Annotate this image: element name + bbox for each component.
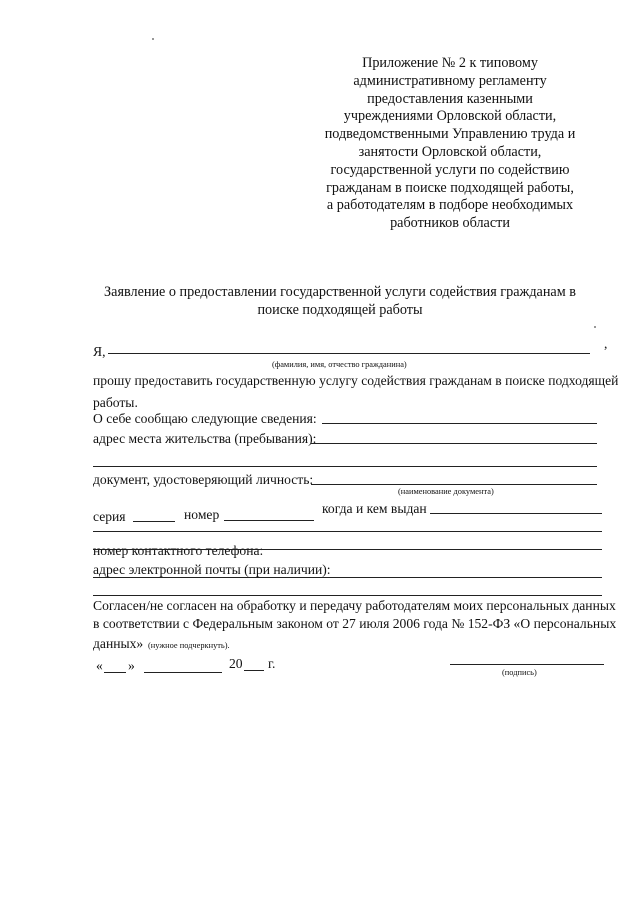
phone-input-line[interactable] <box>93 549 602 550</box>
request-text: работы. <box>93 395 138 410</box>
appendix-line: работников области <box>390 215 510 232</box>
comma-mark: , <box>604 336 608 351</box>
email-input-line[interactable] <box>93 577 602 578</box>
about-input-line[interactable] <box>322 423 597 424</box>
appendix-line: а работодателям в подборе необходимых <box>326 197 574 214</box>
form-title-line: Заявление о предоставлении государственной услуги содействия гражданам в <box>104 284 576 300</box>
address-input-line-2[interactable] <box>93 466 597 467</box>
appendix-header <box>300 55 600 233</box>
consent-text: данных» <box>93 636 144 651</box>
date-quote-close: » <box>128 658 135 673</box>
appendix-line: подведомственными Управлению труда и <box>324 126 576 143</box>
number-input-line[interactable] <box>224 520 314 521</box>
form-title <box>60 283 620 319</box>
year-input-line[interactable] <box>244 670 264 671</box>
date-quote-open: « <box>96 658 103 673</box>
form-title-line: поиске подходящей работы <box>257 302 423 318</box>
document-label: документ, удостоверяющий личность: <box>93 472 314 487</box>
appendix-line: административному регламенту <box>353 72 547 89</box>
about-label: О себе сообщаю следующие сведения: <box>93 411 317 426</box>
extra-input-line[interactable] <box>93 595 602 596</box>
day-input-line[interactable] <box>104 672 126 673</box>
signature-hint: (подпись) <box>502 668 537 677</box>
appendix-line: учреждениями Орловской области, <box>343 108 557 125</box>
fio-input-line[interactable] <box>108 353 590 354</box>
year-prefix: 20 <box>229 656 243 671</box>
address-input-line[interactable] <box>311 443 597 444</box>
consent-text: в соответствии с Федеральным законом от 27 июля 2006 года № 152-ФЗ «О персональных <box>93 616 617 631</box>
number-label: номер <box>184 507 220 522</box>
appendix-line: Приложение № 2 к типовому <box>362 55 538 71</box>
signature-input-line[interactable] <box>450 664 604 665</box>
appendix-line: гражданам в поиске подходящей работы, <box>326 179 574 196</box>
consent-hint: (нужное подчеркнуть). <box>148 641 230 650</box>
scan-speck <box>152 38 154 40</box>
issued-input-line[interactable] <box>430 513 602 514</box>
appendix-line: государственной услуги по содействию <box>330 161 570 178</box>
appendix-line: предоставления казенными <box>367 90 533 107</box>
ya-label: Я, <box>93 344 106 359</box>
scan-speck <box>594 326 596 328</box>
consent-text: Согласен/не согласен на обработку и передачу работодателям моих персональных данных <box>93 598 616 613</box>
fio-hint: (фамилия, имя, отчество гражданина) <box>272 360 407 369</box>
issued-input-line-2[interactable] <box>93 531 602 532</box>
appendix-line: занятости Орловской области, <box>358 143 542 160</box>
year-suffix: г. <box>268 656 276 671</box>
series-input-line[interactable] <box>133 521 175 522</box>
issued-label: когда и кем выдан <box>322 501 427 516</box>
email-label: адрес электронной почты (при наличии): <box>93 562 331 577</box>
month-input-line[interactable] <box>144 672 222 673</box>
phone-label: номер контактного телефона: <box>93 543 264 558</box>
address-label: адрес места жительства (пребывания): <box>93 431 317 446</box>
document-hint: (наименование документа) <box>398 487 494 496</box>
series-label: серия <box>93 509 126 524</box>
document-input-line[interactable] <box>311 484 597 485</box>
request-text: прошу предоставить государственную услугу содействия гражданам в поиске подходящей <box>93 373 619 388</box>
